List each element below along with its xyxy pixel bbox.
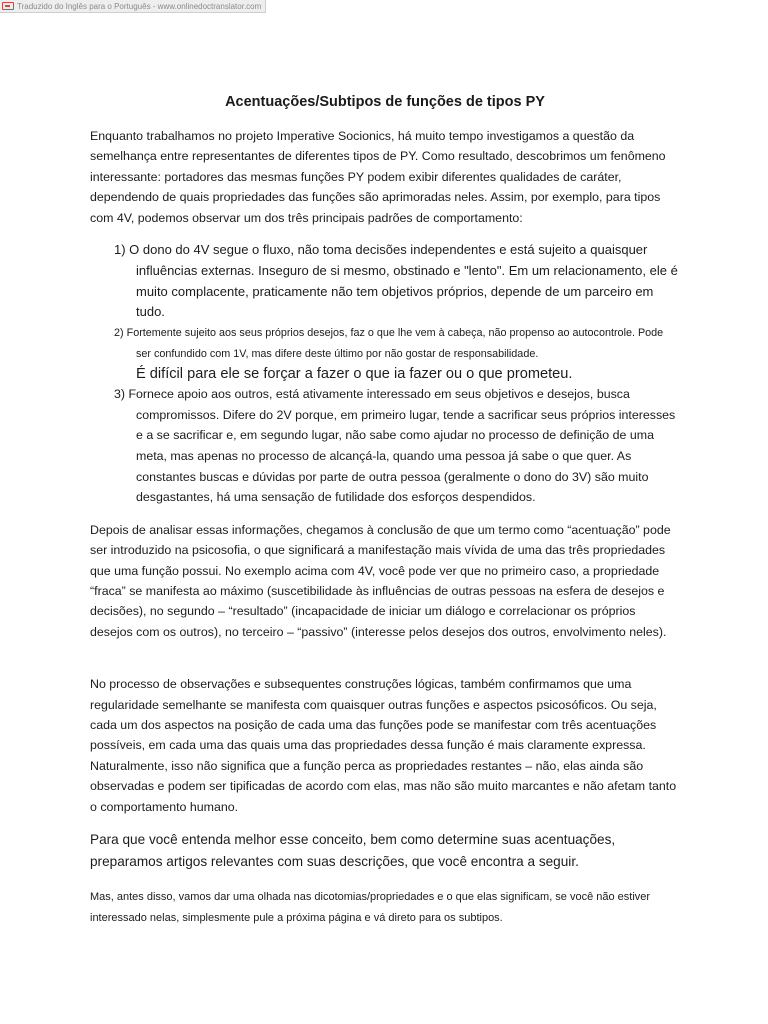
document-page	[90, 94, 680, 929]
document-title: Acentuações/Subtipos de funções de tipos PY	[225, 94, 545, 110]
intro-paragraph: Enquanto trabalhamos no projeto Imperative Socionics, há muito tempo investigamos a questão da semelhança entre representantes de diferentes tipos de PY. Como resultado, descobrimos um fenômeno interessante: portadores das mesmas funções PY podem exibir diferentes qualidades de caráter, dependendo de quais propriedades das funções são aprimoradas neles. Assim, por exemplo, para tipos com 4V, podemos observar um dos três principais padrões de comportamento:	[90, 129, 666, 225]
translator-logo-icon	[2, 2, 14, 10]
list-item-3: 3) Fornece apoio aos outros, está ativamente interessado em seus objetivos e desejos, busca compromissos. Difere do 2V porque, em primeiro lugar, tende a sacrificar seus próprios interesses e a se sacrificar e, em segundo lugar, não sabe como ajudar no processo de definição de uma meta, mas apenas no processo de alcançá-la, quando uma pessoa já sabe o que quer. As constantes buscas e dúvidas por parte de outra pessoa (geralmente o dono do 3V) são muito desgastantes, há uma sensação de futilidade dos esforços despendidos.	[114, 387, 676, 505]
observations-paragraph: No processo de observações e subsequentes construções lógicas, também confirmamos que uma regularidade semelhante se manifesta com quaisquer outras funções e aspectos psicosóficos. Ou seja, cada um dos aspectos na posição de cada uma das funções pode se manifestar com três acentuações possíveis, em cada uma das quais uma das propriedades dessa função é mais claramente expressa. Naturalmente, isso não significa que a função perca as propriedades restantes – não, elas ainda são observadas e podem ser tipificadas de acordo com elas, mas não são muito marcantes e não afetam tanto o comportamento humano.	[90, 677, 677, 814]
list-item-2-text: 2) Fortemente sujeito aos seus próprios desejos, faz o que lhe vem à cabeça, não propenso ao autocontrole. Pode ser confundido com 1V, mas difere deste último por não gostar de responsabilidade.	[114, 327, 664, 361]
list-item-2-emphasis: É difícil para ele se forçar a fazer o que ia fazer ou o que prometeu.	[136, 366, 573, 383]
translator-banner[interactable]	[0, 0, 266, 13]
translator-banner-text: Traduzido do Inglês para o Português - www.onlinedoctranslator.com	[17, 1, 262, 11]
list-item-2	[90, 323, 680, 384]
behavior-patterns-list	[90, 240, 680, 508]
dichotomies-note: Mas, antes disso, vamos dar uma olhada nas dicotomias/propriedades e o que elas significam, se você não estiver interessado nelas, simplesmente pule a próxima página e vá direto para os subtipos.	[90, 891, 651, 925]
concept-paragraph: Para que você entenda melhor esse conceito, bem como determine suas acentuações, preparamos artigos relevantes com suas descrições, que você encontra a seguir.	[90, 832, 616, 870]
list-item-1: 1) O dono do 4V segue o fluxo, não toma decisões independentes e está sujeito a quaisquer influências externas. Inseguro de si mesmo, obstinado e "lento". Em um relacionamento, ele é muito complacente, praticamente não tem objetivos próprios, depende de um parceiro em tudo.	[114, 242, 678, 320]
accentuation-paragraph: Depois de analisar essas informações, chegamos à conclusão de que um termo como “acentuação” pode ser introduzido na psicosofia, o que significará a manifestação mais vívida de uma das três propriedades que uma função possui. No exemplo acima com 4V, você pode ver que no primeiro caso, a propriedade “fraca” se manifesta ao máximo (suscetibilidade às influências de outras pessoas na esfera de desejos e decisões), no segundo – “resultado” (incapacidade de iniciar um diálogo e correlacionar os próprios desejos com os outros), no terceiro – “passivo” (interesse pelos desejos dos outros, envolvimento neles).	[90, 522, 671, 639]
